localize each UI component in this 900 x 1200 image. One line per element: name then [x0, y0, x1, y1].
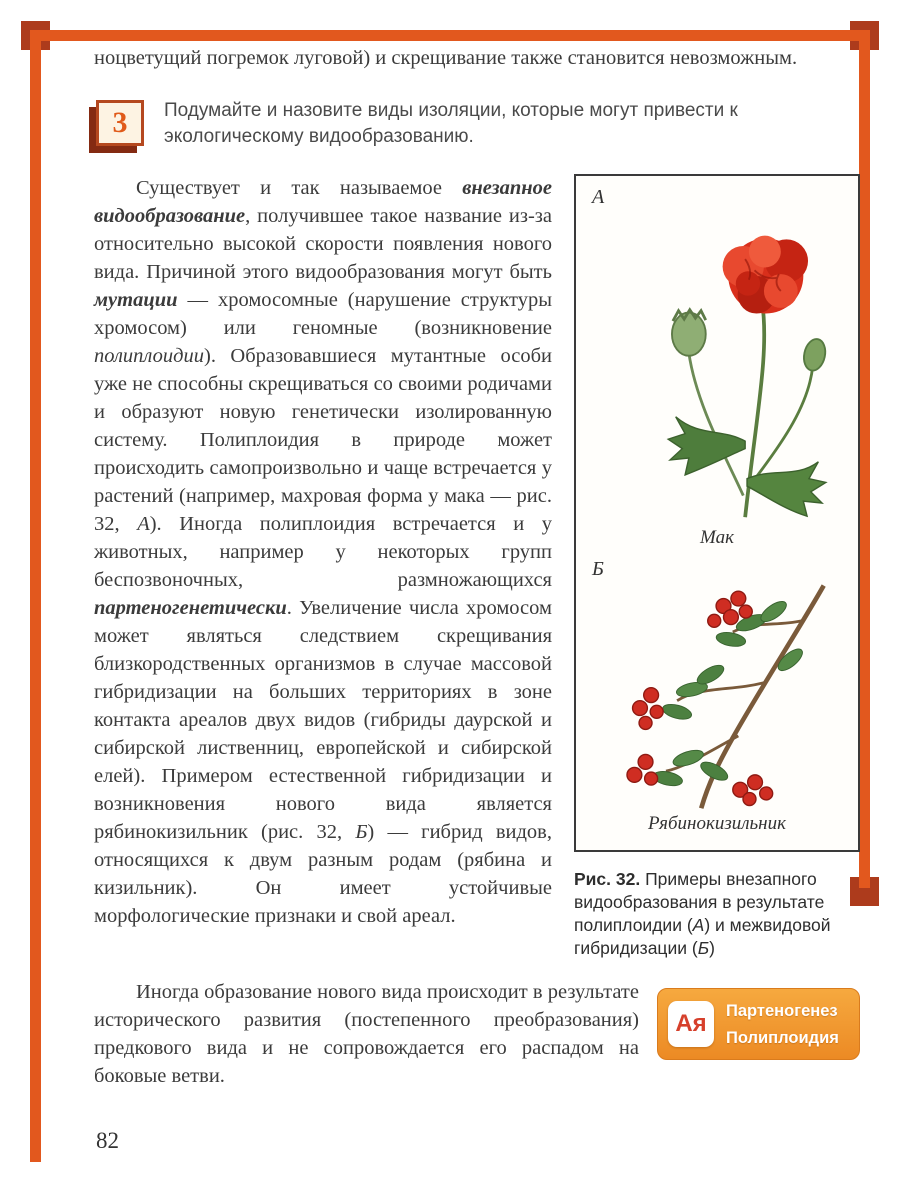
figure-column — [574, 174, 860, 960]
figure-caption-b: Рябинокизильник — [648, 813, 786, 834]
main-columns — [94, 174, 860, 960]
question-number: 3 — [112, 106, 128, 139]
body-paragraph-1: Существует и так называемое внезапное видообразование, получившее такое название из-за относительно высокой скорости появления нового вида. Причиной этого видообразования могут быть мутации — хромосомные (нарушение структуры хромосом) или геномные (возникновение полиплоидии). Образовавшиеся мутантные особи уже не способны скрещиваться со своими родичами и образуют новую генетически изолированную систему. Полиплоидия в природе может происходить самопроизвольно и чаще встречается у растений (например, махровая форма у мака — рис. 32, А). Иногда полиплоидия встречается и у животных, например у некоторых групп беспозвоночных, размножающихся партеногенетически. Увеличение числа хромосом может являться следствием скрещивания близкородственных организмов в случае массовой гибридизации на больших территориях в зоне контакта ареалов двух видов (гибриды даурской и сибирской лиственниц, европейской и сибирской елей). Примером естественной гибридизации и возникновения нового вида является рябинокизильник (рис. 32, Б) — гибрид видов, относящихся к двум разным родам (рябина и кизильник). Он имеет устойчивые морфологические признаки и свой ареал. — [94, 177, 552, 927]
intro-paragraph: ноцветущий погремок луговой) и скрещивание также становится невозможным. — [94, 47, 798, 69]
rowan-cotoneaster-illustration — [591, 580, 843, 812]
vocab-term-parthenogenesis: Партеногенез — [726, 1001, 838, 1020]
question-number-badge — [96, 100, 144, 146]
figure-label-a: А — [592, 186, 605, 208]
figure-main-caption: Рис. 32. Примеры внезапного видообразования в результате полиплоидии (А) и межвидовой гибридизации (Б) — [574, 869, 831, 958]
frame-border-right — [859, 30, 870, 888]
vocabulary-terms — [726, 1002, 839, 1047]
body-paragraph-2: Иногда образование нового вида происходит в результате исторического развития (постепенного преобразования) предкового вида и не сопровождается его распадом на боковые ветви. — [94, 981, 639, 1087]
body-text-column — [94, 174, 552, 930]
poppy-illustration — [595, 208, 839, 526]
page-content — [94, 44, 860, 1090]
figure-box — [574, 174, 860, 852]
frame-border-top — [30, 30, 870, 41]
figure-label-b: Б — [592, 558, 604, 580]
vocabulary-box — [657, 988, 860, 1060]
vocab-term-polyploidy: Полиплоидия — [726, 1028, 839, 1047]
page-number: 82 — [96, 1128, 119, 1153]
dictionary-icon: Ая — [668, 1001, 714, 1047]
question-block — [94, 96, 860, 150]
frame-border-left — [30, 30, 41, 1162]
figure-caption-a: Мак — [700, 527, 734, 548]
question-text: Подумайте и назовите виды изоляции, которые могут привести к экологическому видообразованию. — [164, 100, 738, 147]
bottom-row — [94, 978, 860, 1090]
